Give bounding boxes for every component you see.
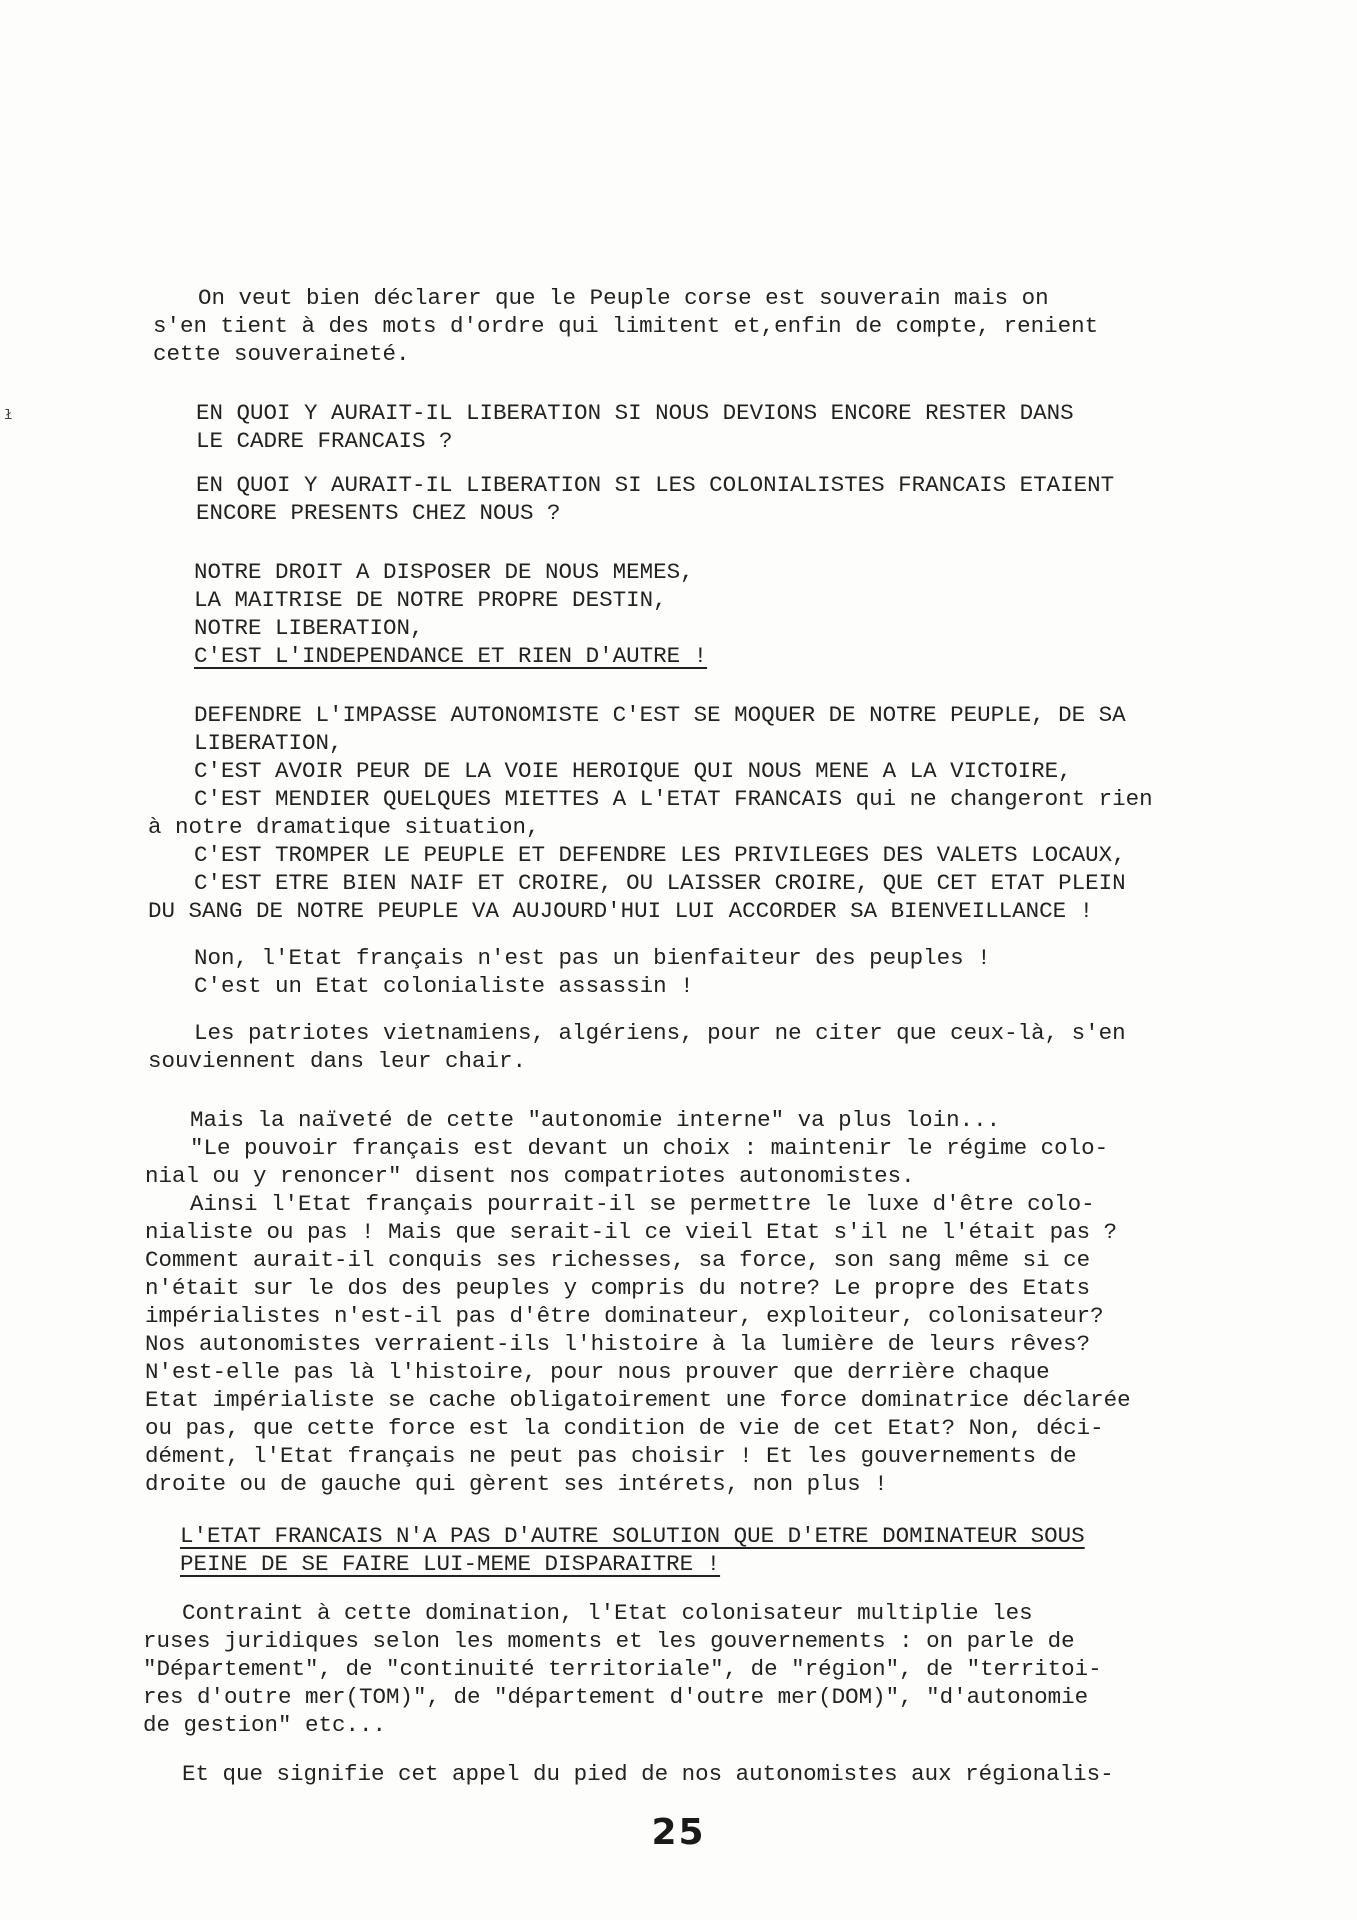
text-line: C'EST TROMPER LE PEUPLE ET DEFENDRE LES PRIVILEGES DES VALETS LOCAUX, (194, 842, 1126, 868)
text-line: Mais la naïveté de cette "autonomie interne" va plus loin... (190, 1107, 1001, 1133)
text-line: s'en tient à des mots d'ordre qui limitent et,enfin de compte, renient (153, 313, 1099, 339)
text-line: Les patriotes vietnamiens, algériens, pour ne citer que ceux-là, s'en (194, 1020, 1126, 1046)
text-line: Comment aurait-il conquis ses richesses, sa force, son sang même si ce (145, 1247, 1091, 1273)
text-line: LE CADRE FRANCAIS ? (196, 428, 453, 454)
text-line: LIBERATION, (194, 730, 343, 756)
text-line: de gestion" etc... (143, 1712, 387, 1738)
text-line: C'EST MENDIER QUELQUES MIETTES A L'ETAT FRANCAIS qui ne changeront rien (194, 786, 1153, 812)
text-line: C'EST AVOIR PEUR DE LA VOIE HEROIQUE QUI NOUS MENE A LA VICTOIRE, (194, 758, 1072, 784)
text-line: DU SANG DE NOTRE PEUPLE VA AUJOURD'HUI LUI ACCORDER SA BIENVEILLANCE ! (148, 898, 1094, 924)
text-line: Et que signifie cet appel du pied de nos autonomistes aux régionalis- (182, 1761, 1114, 1787)
underlined-heading: L'ETAT FRANCAIS N'A PAS D'AUTRE SOLUTION QUE D'ETRE DOMINATEUR SOUS (180, 1523, 1085, 1549)
text-line: cette souveraineté. (153, 341, 410, 367)
text-line: ruses juridiques selon les moments et les gouvernements : on parle de (143, 1628, 1075, 1654)
text-line: C'EST ETRE BIEN NAIF ET CROIRE, OU LAISSER CROIRE, QUE CET ETAT PLEIN (194, 870, 1126, 896)
text-line: "Le pouvoir français est devant un choix : maintenir le régime colo- (190, 1135, 1109, 1161)
text-line: n'était sur le dos des peuples y compris du notre? Le propre des Etats (145, 1275, 1091, 1301)
text-line: nialiste ou pas ! Mais que serait-il ce vieil Etat s'il ne l'était pas ? (145, 1219, 1118, 1245)
text-line: NOTRE DROIT A DISPOSER DE NOUS MEMES, (194, 559, 694, 585)
text-line: ENCORE PRESENTS CHEZ NOUS ? (196, 500, 561, 526)
text-line: Contraint à cette domination, l'Etat colonisateur multiplie les (182, 1600, 1033, 1626)
text-line: res d'outre mer(TOM)", de "département d'outre mer(DOM)", "d'autonomie (143, 1684, 1089, 1710)
text-line: "Département", de "continuité territoriale", de "région", de "territoi- (143, 1656, 1102, 1682)
underlined-slogan: C'EST L'INDEPENDANCE ET RIEN D'AUTRE ! (194, 643, 708, 669)
underlined-heading: PEINE DE SE FAIRE LUI-MEME DISPARAITRE ! (180, 1551, 721, 1577)
text-line: ou pas, que cette force est la condition de vie de cet Etat? Non, déci- (145, 1415, 1104, 1441)
text-line: LA MAITRISE DE NOTRE PROPRE DESTIN, (194, 587, 667, 613)
text-line: dément, l'Etat français ne peut pas choisir ! Et les gouvernements de (145, 1443, 1077, 1469)
text-line: NOTRE LIBERATION, (194, 615, 424, 641)
text-line: impérialistes n'est-il pas d'être dominateur, exploiteur, colonisateur? (145, 1303, 1104, 1329)
text-line: nial ou y renoncer" disent nos compatriotes autonomistes. (145, 1163, 915, 1189)
text-line: EN QUOI Y AURAIT-IL LIBERATION SI NOUS DEVIONS ENCORE RESTER DANS (196, 400, 1074, 426)
margin-mark: ł (4, 408, 13, 424)
text-line: à notre dramatique situation, (148, 814, 540, 840)
page-number: 25 (651, 1812, 706, 1853)
text-line: C'est un Etat colonialiste assassin ! (194, 973, 694, 999)
text-line: Nos autonomistes verraient-ils l'histoire à la lumière de leurs rêves? (145, 1331, 1091, 1357)
text-line: droite ou de gauche qui gèrent ses intérets, non plus ! (145, 1471, 888, 1497)
text-line: DEFENDRE L'IMPASSE AUTONOMISTE C'EST SE MOQUER DE NOTRE PEUPLE, DE SA (194, 702, 1126, 728)
text-line: EN QUOI Y AURAIT-IL LIBERATION SI LES COLONIALISTES FRANCAIS ETAIENT (196, 472, 1115, 498)
text-line: souviennent dans leur chair. (148, 1048, 527, 1074)
text-line: Etat impérialiste se cache obligatoirement une force dominatrice déclarée (145, 1387, 1131, 1413)
text-line: Ainsi l'Etat français pourrait-il se permettre le luxe d'être colo- (190, 1191, 1095, 1217)
text-line: On veut bien déclarer que le Peuple corse est souverain mais on (198, 285, 1049, 311)
text-line: N'est-elle pas là l'histoire, pour nous prouver que derrière chaque (145, 1359, 1050, 1385)
text-line: Non, l'Etat français n'est pas un bienfaiteur des peuples ! (194, 945, 991, 971)
